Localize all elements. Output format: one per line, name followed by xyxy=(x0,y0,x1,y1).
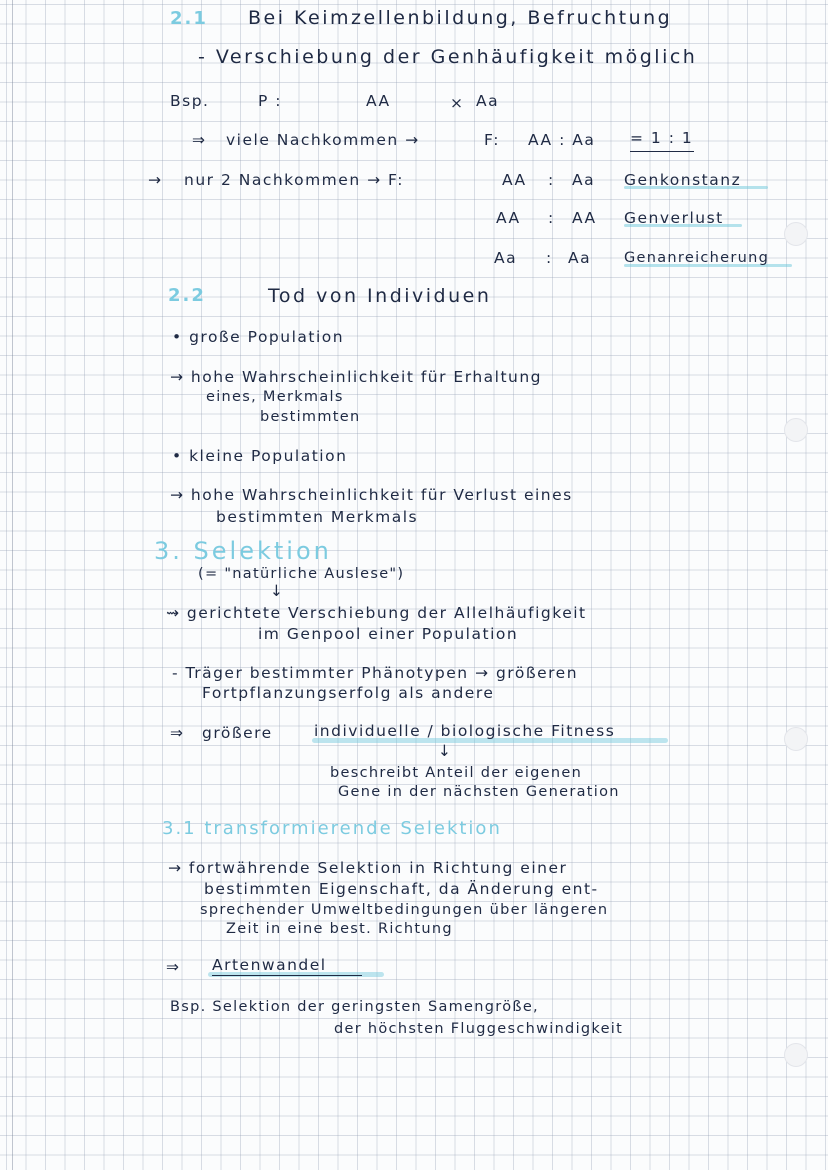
fitness-down-arrow: ↓ xyxy=(438,742,453,760)
section-2-2-number: 2.2 xyxy=(168,285,206,306)
transforming-point-3: sprechender Umweltbedingungen über längeren xyxy=(200,902,609,918)
many-arrow: ⇒ xyxy=(192,131,207,149)
fitness-description-2: Gene in der nächsten Generation xyxy=(338,784,620,800)
few-text: nur 2 Nachkommen → F: xyxy=(184,171,404,189)
section-3-1-heading: 3.1 transformierende Selektion xyxy=(162,818,502,839)
section-2-2-title: Tod von Individuen xyxy=(268,285,492,307)
row-label: Genverlust xyxy=(624,209,724,227)
punch-hole xyxy=(784,418,808,442)
example-p-left: AA xyxy=(366,92,391,110)
row-sep: : xyxy=(548,209,555,227)
large-population-point: → hohe Wahrscheinlichkeit für Erhaltung xyxy=(170,368,543,386)
row-right: AA xyxy=(572,209,597,227)
few-arrow: → xyxy=(148,171,163,189)
margin-line xyxy=(12,0,13,1170)
many-ratio: AA : Aa xyxy=(528,131,596,149)
punch-hole xyxy=(784,1043,808,1067)
large-population-point-2: eines, Merkmals xyxy=(206,389,344,405)
result-arrow: ⇒ xyxy=(166,958,181,976)
species-change-underline xyxy=(212,975,362,976)
result-underline xyxy=(630,151,694,152)
fitness-pre: größere xyxy=(202,724,273,742)
row-label: Genkonstanz xyxy=(624,171,742,189)
row-sep: : xyxy=(546,249,553,267)
fitness-description: beschreibt Anteil der eigenen xyxy=(330,765,583,781)
many-f: F: xyxy=(484,131,500,149)
fitness-term: individuelle / biologische Fitness xyxy=(314,722,616,740)
row-right: Aa xyxy=(572,171,596,189)
section-2-1-number: 2.1 xyxy=(170,8,208,29)
section-3-heading: 3. Selektion xyxy=(154,537,332,565)
bullet-small-population: • kleine Population xyxy=(172,447,348,465)
example-p: P : xyxy=(258,92,282,110)
carrier-line: - Träger bestimmter Phänotypen → größeren xyxy=(172,664,579,682)
punch-hole xyxy=(784,727,808,751)
transforming-point-4: Zeit in eine best. Richtung xyxy=(226,921,453,937)
row-sep: : xyxy=(548,171,555,189)
fitness-arrow: ⇒ xyxy=(170,724,185,742)
punch-hole xyxy=(784,222,808,246)
small-population-point: → hohe Wahrscheinlichkeit für Verlust eines xyxy=(170,486,573,504)
many-result: = 1 : 1 xyxy=(630,129,694,147)
selection-example-2: der höchsten Fluggeschwindigkeit xyxy=(334,1021,624,1037)
selection-definition-2: im Genpool einer Population xyxy=(258,625,519,643)
down-arrow: ↓ xyxy=(270,582,285,600)
transforming-point: → fortwährende Selektion in Richtung einer xyxy=(168,859,568,877)
small-population-point-2: bestimmten Merkmals xyxy=(216,508,419,526)
transforming-point-2: bestimmten Eigenschaft, da Änderung ent- xyxy=(204,880,599,898)
carrier-line-2: Fortpflanzungserfolg als andere xyxy=(202,684,495,702)
example-label: Bsp. xyxy=(170,92,210,110)
example-cross: × xyxy=(450,94,465,112)
row-left: AA xyxy=(496,209,521,227)
example-p-right: Aa xyxy=(476,92,500,110)
bullet-large-population: • große Population xyxy=(172,328,345,346)
row-right: Aa xyxy=(568,249,592,267)
section-2-1-title: Bei Keimzellenbildung, Befruchtung xyxy=(248,7,673,29)
row-left: Aa xyxy=(494,249,518,267)
many-text: viele Nachkommen → xyxy=(226,131,420,149)
selection-definition: ⇝ gerichtete Verschiebung der Allelhäufigkeit xyxy=(166,604,587,622)
section-3-subtitle: (= "natürliche Auslese") xyxy=(198,566,405,582)
selection-example: Bsp. Selektion der geringsten Samengröße, xyxy=(170,999,539,1015)
row-label: Genanreicherung xyxy=(624,250,770,266)
large-population-point-3: bestimmten xyxy=(260,409,361,425)
section-2-1-point: - Verschiebung der Genhäufigkeit möglich xyxy=(198,46,698,68)
species-change: Artenwandel xyxy=(212,956,327,974)
row-left: AA xyxy=(502,171,527,189)
